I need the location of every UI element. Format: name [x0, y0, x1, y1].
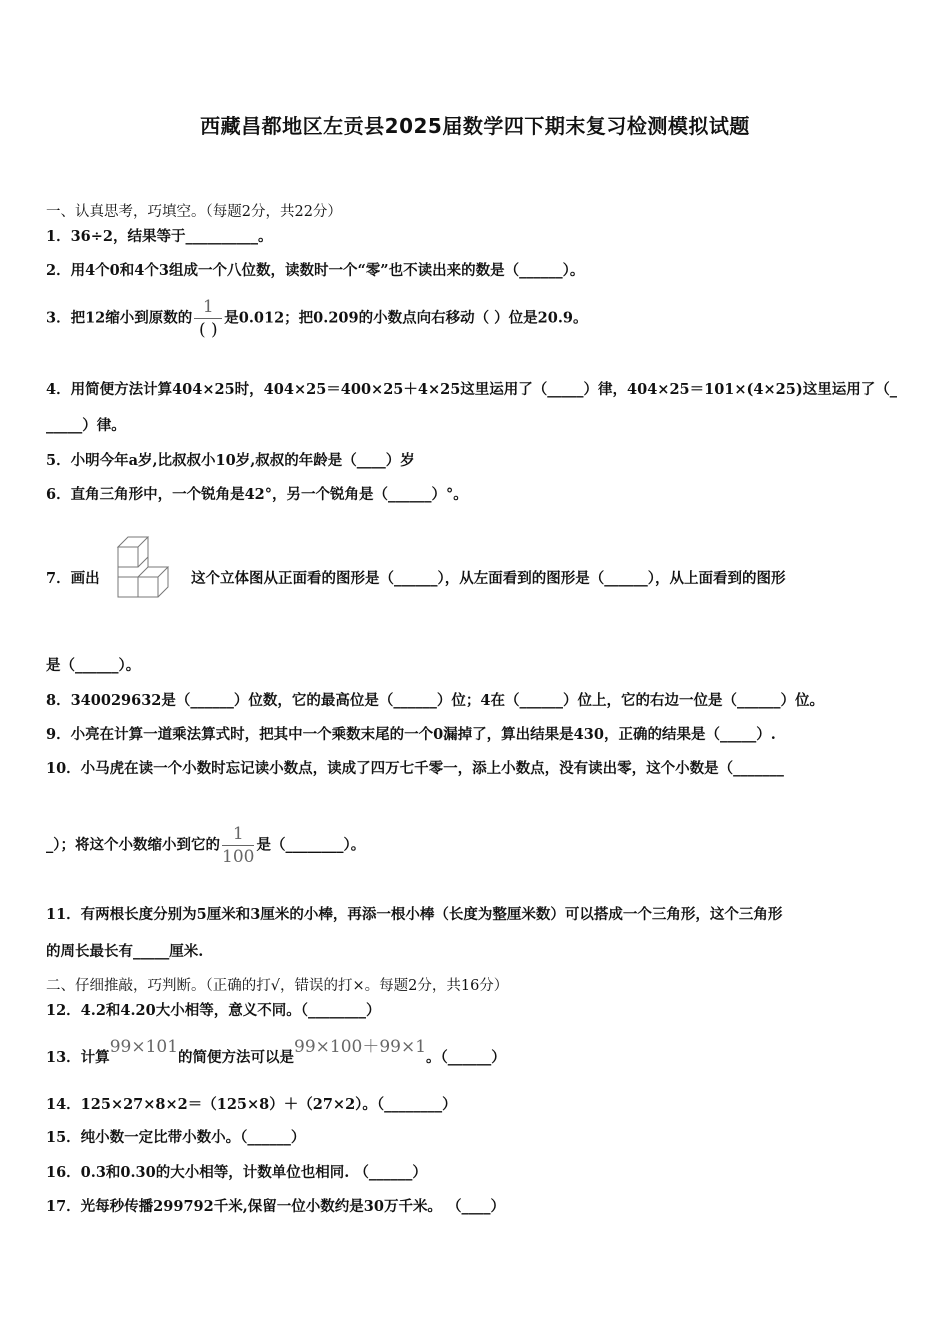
question-10: 10．小马虎在读一个小数时忘记读小数点，读成了四万七千零一，添上小数点，没有读出零，这个小数是（_______ — [46, 760, 784, 777]
question-1: 1．36÷2，结果等于__________。 — [46, 228, 273, 245]
question-15: 15．纯小数一定比带小数小。（______） — [46, 1129, 306, 1146]
question-17: 17．光每秒传播299792千米,保留一位小数约是30万千米。 （____） — [46, 1198, 505, 1215]
question-11-continued: 的周长最长有_____厘米. — [46, 943, 204, 960]
question-3-prefix: 3．把12缩小到原数的 — [46, 309, 193, 327]
question-14: 14．125×27×8×2＝（125×8）＋（27×2）。（________） — [46, 1096, 457, 1113]
question-4-continued: _____）律。 — [46, 417, 126, 434]
question-7: 这个立体图从正面看的图形是（______），从左面看到的图形是（______），从上面看到的图形 — [191, 570, 786, 587]
formula-expression: 99×101 — [109, 1037, 179, 1057]
fraction-denominator: 100 — [222, 847, 255, 867]
question-3 — [46, 296, 587, 341]
formula-expression: 99×100＋99×1 — [294, 1037, 427, 1057]
fraction-numerator: 1 — [202, 297, 214, 317]
page-title: 西藏昌都地区左贡县2025届数学四下期末复习检测模拟试题 — [200, 114, 750, 138]
question-10-prefix: _）；将这个小数缩小到它的 — [46, 836, 220, 854]
question-5: 5．小明今年a岁,比叔叔小10岁,叔叔的年龄是（____）岁 — [46, 452, 415, 469]
section-heading-1: 一、认真思考，巧填空。（每题2分，共22分） — [46, 204, 342, 220]
question-6: 6．直角三角形中，一个锐角是42°，另一个锐角是（______）°。 — [46, 486, 468, 503]
question-9: 9．小亮在计算一道乘法算式时，把其中一个乘数末尾的一个0漏掉了，算出结果是430，正确的结果是（_____）. — [46, 726, 776, 743]
question-13-suffix: 。（______） — [426, 1049, 506, 1066]
section-heading-2: 二、仔细推敲，巧判断。（正确的打√，错误的打×。每题2分，共16分） — [46, 978, 509, 994]
question-10-suffix: 是（________）。 — [256, 836, 366, 854]
question-7-continued: 是（______）。 — [46, 657, 141, 674]
cube-stack-figure — [116, 533, 176, 599]
fraction — [194, 296, 222, 341]
question-16: 16．0.3和0.30的大小相等，计数单位也相同. （______） — [46, 1164, 427, 1181]
question-13-middle: 的简便方法可以是 — [178, 1049, 295, 1066]
question-4: 4．用简便方法计算404×25时，404×25＝400×25＋4×25这里运用了（_____）律，404×25＝101×(4×25)这里运用了（_ — [46, 381, 897, 398]
question-3-suffix: 是0.012；把0.209的小数点向右移动（ ）位是20.9。 — [224, 309, 588, 327]
question-12: 12．4.2和4.20大小相等，意义不同。（________） — [46, 1002, 381, 1019]
question-11: 11．有两根长度分别为5厘米和3厘米的小棒，再添一根小棒（长度为整厘米数）可以搭成一个三角形，这个三角形 — [46, 906, 783, 923]
question-2: 2．用4个0和4个3组成一个八位数，读数时一个“零”也不读出来的数是（______）。 — [46, 262, 585, 279]
fraction-numerator: 1 — [232, 824, 244, 844]
fraction — [222, 823, 254, 868]
question-13-prefix: 13．计算 — [46, 1049, 110, 1066]
fraction-denominator: ( ) — [194, 318, 222, 341]
question-13 — [46, 1037, 506, 1068]
question-10-continued — [46, 823, 365, 868]
question-7-label: 7．画出 — [46, 570, 100, 587]
question-8: 8．340029632是（______）位数，它的最高位是（______）位；4在（______）位上，它的右边一位是（______）位。 — [46, 692, 824, 709]
